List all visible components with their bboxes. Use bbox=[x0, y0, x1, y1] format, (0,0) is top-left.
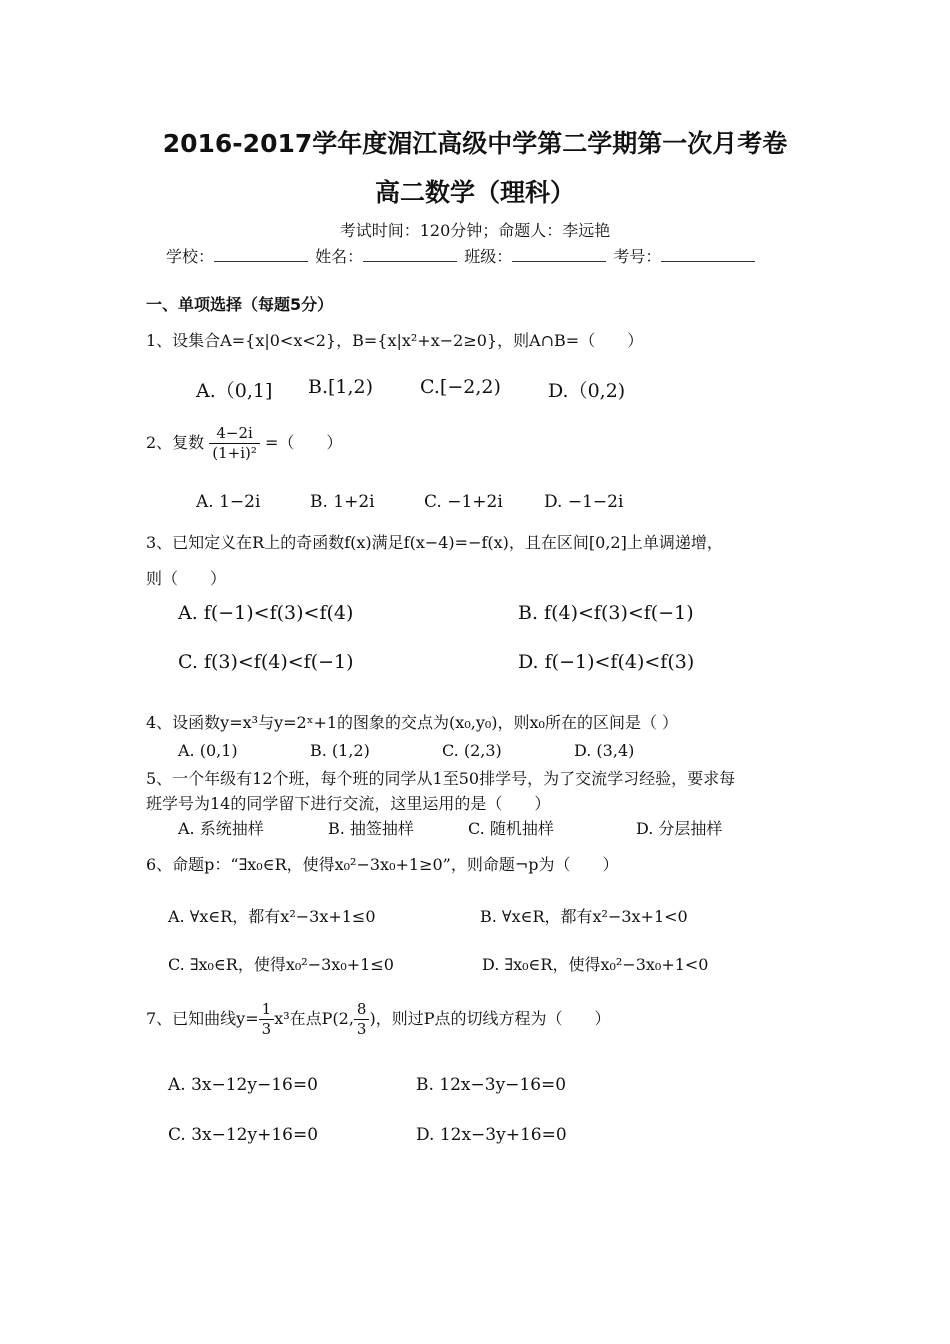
question-7-option-a: A. 3x−12y−16=0 bbox=[168, 1075, 318, 1095]
question-1-option-b: B.[1,2) bbox=[308, 376, 374, 398]
exam-subtitle: 高二数学（理科） bbox=[374, 178, 575, 207]
question-5-option-d: D. 分层抽样 bbox=[636, 819, 723, 838]
question-7-option-d: D. 12x−3y+16=0 bbox=[416, 1125, 567, 1145]
question-2-fraction bbox=[209, 424, 260, 463]
question-3-stem-line2: 则（ ） bbox=[146, 569, 227, 588]
question-6-option-b: B. ∀x∈R，都有x²−3x+1<0 bbox=[480, 907, 688, 926]
exam-meta: 考试时间：120分钟；命题人：李远艳 bbox=[339, 221, 611, 240]
school-label: 学校： bbox=[166, 247, 215, 266]
question-1-option-d: D.（0,2) bbox=[548, 380, 626, 402]
question-2-numerator: 4−2i bbox=[209, 424, 260, 444]
question-7-option-c: C. 3x−12y+16=0 bbox=[168, 1125, 319, 1145]
question-2-option-a: A. 1−2i bbox=[196, 492, 261, 512]
question-4-stem: 4、设函数y=x³与y=2ˣ+1的图象的交点为(x₀,y₀)，则x₀所在的区间是（ ） bbox=[146, 713, 679, 732]
question-1-stem: 1、设集合A={x|0<x<2}，B={x|x²+x−2≥0}，则A∩B=（ ） bbox=[146, 331, 644, 350]
question-6-option-d: D. ∃x₀∈R，使得x₀²−3x₀+1<0 bbox=[482, 955, 709, 974]
question-7-mid: x³在点P(2, bbox=[274, 1009, 354, 1028]
question-4-option-d: D. (3,4) bbox=[574, 741, 635, 760]
question-7-fraction-2-num: 8 bbox=[354, 1000, 370, 1020]
question-2-suffix: =（ ） bbox=[265, 433, 343, 452]
question-2-prefix: 2、复数 bbox=[146, 433, 205, 452]
question-2-option-c: C. −1+2i bbox=[424, 492, 503, 512]
question-7-stem bbox=[146, 1000, 610, 1039]
question-7-fraction-2 bbox=[354, 1000, 370, 1039]
question-1-option-a: A.（0,1] bbox=[196, 380, 273, 402]
question-4-option-b: B. (1,2) bbox=[310, 741, 370, 760]
question-7-fraction-1-den: 3 bbox=[261, 1020, 272, 1038]
school-blank[interactable] bbox=[214, 247, 308, 262]
question-3-option-c: C. f(3)<f(4)<f(−1) bbox=[178, 651, 354, 673]
question-5-stem-line1: 5、一个年级有12个班，每个班的同学从1至50排学号，为了交流学习经验，要求每 bbox=[146, 769, 736, 788]
question-2-option-b: B. 1+2i bbox=[310, 492, 375, 512]
name-label: 姓名： bbox=[315, 247, 364, 266]
question-7-fraction-1-num: 1 bbox=[259, 1000, 275, 1020]
question-3-stem-line1: 3、已知定义在R上的奇函数f(x)满足f(x−4)=−f(x)，且在区间[0,2]上单调递增， bbox=[146, 533, 723, 552]
question-7-fraction-2-den: 3 bbox=[356, 1020, 367, 1038]
question-2-denominator: (1+i)² bbox=[212, 444, 257, 462]
question-5-option-b: B. 抽签抽样 bbox=[328, 819, 414, 838]
question-7-prefix: 7、已知曲线y= bbox=[146, 1009, 259, 1028]
question-2-option-d: D. −1−2i bbox=[544, 492, 624, 512]
exam-title: 2016-2017学年度湄江高级中学第二学期第一次月考卷 bbox=[162, 129, 788, 158]
question-1-option-c: C.[−2,2) bbox=[420, 376, 501, 398]
class-label: 班级： bbox=[464, 247, 513, 266]
exam-number-label: 考号： bbox=[613, 247, 662, 266]
question-4-option-a: A. (0,1) bbox=[178, 741, 238, 760]
question-7-fraction-1 bbox=[259, 1000, 275, 1039]
question-6-stem: 6、命题p：“∃x₀∈R，使得x₀²−3x₀+1≥0”，则命题¬p为（ ） bbox=[146, 855, 619, 874]
question-6-option-c: C. ∃x₀∈R，使得x₀²−3x₀+1≤0 bbox=[168, 955, 394, 974]
exam-number-blank[interactable] bbox=[661, 247, 755, 262]
question-5-option-a: A. 系统抽样 bbox=[178, 819, 264, 838]
question-2-stem bbox=[146, 424, 342, 463]
question-4-option-c: C. (2,3) bbox=[442, 741, 502, 760]
question-5-stem-line2: 班学号为14的同学留下进行交流，这里运用的是（ ） bbox=[146, 794, 551, 813]
class-blank[interactable] bbox=[512, 247, 606, 262]
question-3-option-b: B. f(4)<f(3)<f(−1) bbox=[518, 602, 694, 624]
name-blank[interactable] bbox=[363, 247, 457, 262]
question-7-suffix: )，则过P点的切线方程为（ ） bbox=[369, 1009, 611, 1028]
question-6-option-a: A. ∀x∈R，都有x²−3x+1≤0 bbox=[168, 907, 376, 926]
question-3-option-a: A. f(−1)<f(3)<f(4) bbox=[178, 602, 354, 624]
question-7-option-b: B. 12x−3y−16=0 bbox=[416, 1075, 567, 1095]
student-info-fields bbox=[166, 244, 757, 267]
question-5-option-c: C. 随机抽样 bbox=[468, 819, 554, 838]
section-heading: 一、单项选择（每题5分） bbox=[146, 295, 334, 314]
question-3-option-d: D. f(−1)<f(4)<f(3) bbox=[518, 651, 695, 673]
